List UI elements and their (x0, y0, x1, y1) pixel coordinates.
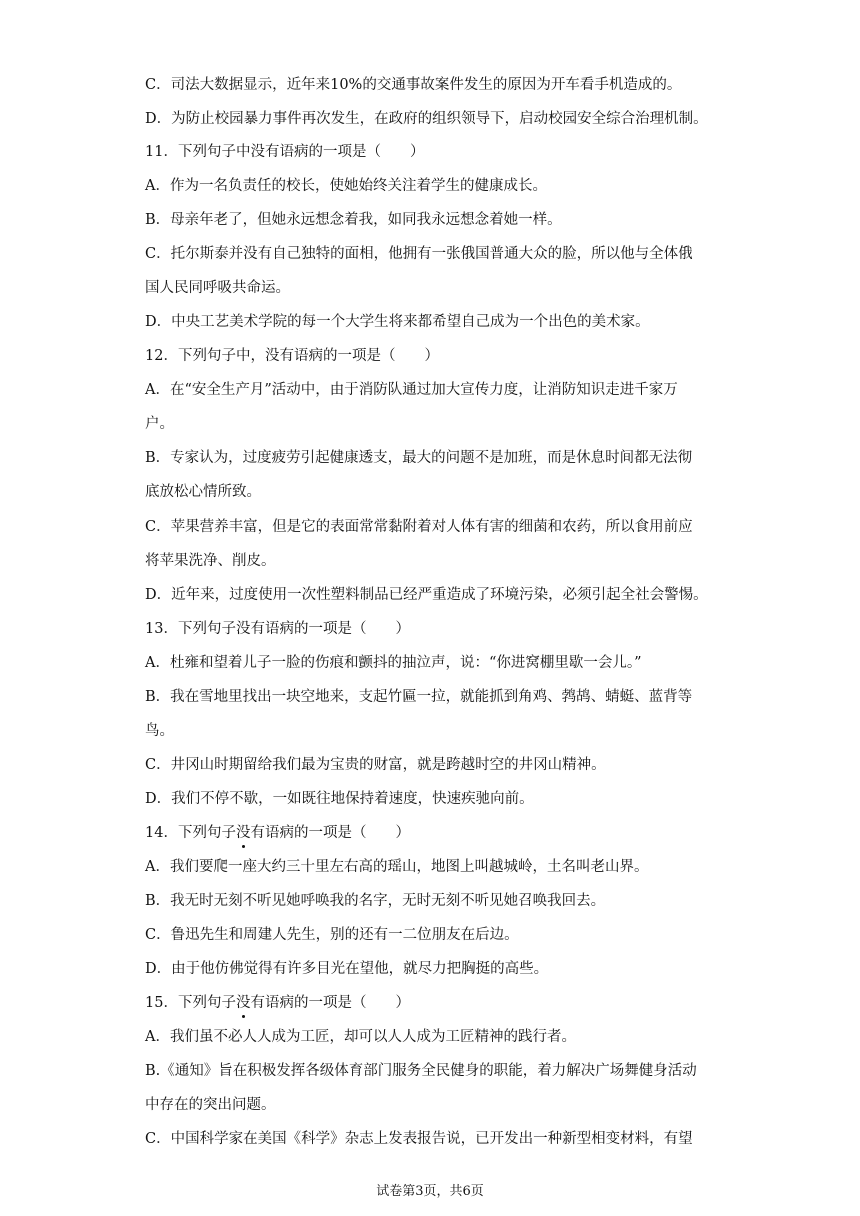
text-line: B.《通知》旨在积极发挥各级体育部门服务全民健身的职能，着力解决广场舞健身活动 (145, 1063, 697, 1079)
text-line: A．我们虽不必人人成为工匠，却可以人人成为工匠精神的践行者。 (145, 1029, 576, 1045)
text-line: 国人民同呼吸共命运。 (145, 280, 290, 296)
text-line: C．鲁迅先生和周建人先生，别的还有一二位朋友在后边。 (145, 927, 519, 943)
text-line: B．我在雪地里找出一块空地来，支起竹匾一拉，就能抓到角鸡、鹁鸪、蜻蜓、蓝背等 (145, 689, 693, 705)
emphasis-dot: 没 (235, 995, 251, 1011)
text-line: 底放松心情所致。 (145, 484, 261, 500)
text-line: 户。 (145, 416, 174, 432)
text-line: D．由于他仿佛觉得有许多目光在望他，就尽力把胸挺的高些。 (145, 961, 549, 977)
text-line: 13．下列句子没有语病的一项是（ ） (145, 621, 410, 637)
text-line: 11．下列句子中没有语病的一项是（ ） (145, 144, 425, 160)
text-line: B．母亲年老了，但她永远想念着我，如同我永远想念着她一样。 (145, 212, 562, 228)
text-line: C．中国科学家在美国《科学》杂志上发表报告说，已开发出一种新型相变材料，有望 (145, 1131, 693, 1147)
emphasis-dot: 没 (235, 825, 251, 841)
text-line: D．为防止校园暴力事件再次发生，在政府的组织领导下，启动校园安全综合治理机制。 (145, 111, 708, 127)
text-line: 将苹果洗净、削皮。 (145, 553, 276, 569)
text-line: A．在“安全生产月”活动中，由于消防队通过加大宣传力度，让消防知识走进千家万 (145, 382, 678, 398)
text-line: A．我们要爬一座大约三十里左右高的瑶山，地图上叫越城岭，土名叫老山界。 (145, 859, 649, 875)
text-line: C．托尔斯泰并没有自己独特的面相，他拥有一张俄国普通大众的脸，所以他与全体俄 (145, 246, 693, 262)
text-line: C．井冈山时期留给我们最为宝贵的财富，就是跨越时空的井冈山精神。 (145, 757, 606, 773)
text-line: D．中央工艺美术学院的每一个大学生将来都希望自己成为一个出色的美术家。 (145, 314, 650, 330)
text-line: A．杜雍和望着儿子一脸的伤痕和颤抖的抽泣声，说：“你进窝棚里歇一会儿。” (145, 655, 642, 671)
page-footer: 试卷第3页，共6页 (376, 1184, 484, 1199)
text-line: D．我们不停不歇，一如既往地保持着速度，快速疾驰向前。 (145, 791, 534, 807)
text-line: 14．下列句子没有语病的一项是（ ） (145, 825, 410, 841)
text-line: B．专家认为，过度疲劳引起健康透支，最大的问题不是加班，而是休息时间都无法彻 (145, 450, 693, 466)
text-line: 15．下列句子没有语病的一项是（ ） (145, 995, 410, 1011)
text-line: A．作为一名负责任的校长，使她始终关注着学生的健康成长。 (145, 178, 547, 194)
text-line: C．司法大数据显示，近年来10%的交通事故案件发生的原因为开车看手机造成的。 (145, 77, 682, 93)
text-line: B．我无时无刻不听见她呼唤我的名字，无时无刻不听见她召唤我回去。 (145, 893, 606, 909)
text-line: D．近年来，过度使用一次性塑料制品已经严重造成了环境污染，必须引起全社会警惕。 (145, 587, 708, 603)
text-line: 鸟。 (145, 723, 174, 739)
text-line: 中存在的突出问题。 (145, 1097, 276, 1113)
text-line: 12．下列句子中，没有语病的一项是（ ） (145, 348, 439, 364)
text-line: C．苹果营养丰富，但是它的表面常常黏附着对人体有害的细菌和农药，所以食用前应 (145, 519, 693, 535)
